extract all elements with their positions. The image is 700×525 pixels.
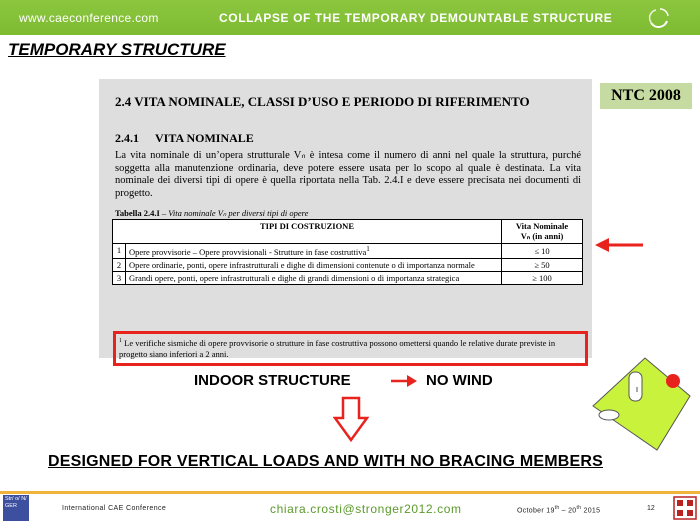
footnote-mark: 1 [119,338,122,344]
row-number: 3 [113,271,126,284]
row-type: Opere ordinarie, ponti, opere infrastrutturali e dighe di dimensioni contenute o di importanza normale [126,258,502,271]
design-statement: DESIGNED FOR VERTICAL LOADS AND WITH NO BRACING MEMBERS [48,453,604,470]
row-number: 1 [113,244,126,259]
row-value: ≥ 100 [502,271,583,284]
footer-divider [0,491,700,494]
page-number: 12 [647,505,655,512]
footer-email[interactable]: chiara.crosti@stronger2012.com [270,502,462,516]
date-sup: th [576,505,582,511]
col-value-line2: Vₙ (in anni) [520,231,564,241]
table-header-row [113,220,583,244]
ntc-badge: NTC 2008 [600,83,692,109]
stronger-logo: Str/ o/ N/ GER [3,495,29,521]
site-url[interactable]: www.caeconference.com [19,11,159,25]
row-type-sup: 1 [366,245,370,253]
subheading-number: 2.4.1 [115,131,139,145]
nominal-life-table [112,219,583,285]
row-type: Grandi opere, ponti, opere infrastrutturali e dighe di grandi dimensioni o di importanza strategica [126,271,502,284]
footer-conference: International CAE Conference [62,505,167,512]
indoor-structure-label: INDOOR STRUCTURE [194,372,351,389]
seal-icon [673,496,697,520]
row-type [126,244,502,259]
header-bar [0,0,700,35]
row-value: ≤ 10 [502,244,583,259]
structure-sketch-icon [591,354,692,452]
col-value-header [502,220,583,244]
left-arrow-icon [593,237,645,253]
date-part: October 19 [517,507,555,515]
table-caption [115,208,308,219]
table-row [113,244,583,259]
col-value-line1: Vita Nominale [515,221,569,231]
date-part: 2015 [581,507,601,515]
caption-text: – Vita nominale Vₙ per diversi tipi di opere [159,208,309,218]
slide-header-title: COLLAPSE OF THE TEMPORARY DEMOUNTABLE STRUCTURE [219,11,613,25]
document-heading: 2.4 VITA NOMINALE, CLASSI D’USO E PERIODO DI RIFERIMENTO [115,94,530,109]
footnote-box [113,331,588,366]
row-type-text: Opere provvisorie – Opere provvisionali - Strutture in fase costruttiva [129,246,367,257]
no-wind-label: NO WIND [426,372,493,389]
date-part: – 20 [559,507,577,515]
caption-label: Tabella 2.4.I [115,208,160,218]
section-title: TEMPORARY STRUCTURE [8,40,226,59]
document-subheading [115,131,254,146]
table-row [113,271,583,284]
footnote-text: Le verifiche sismiche di opere provvisorie o strutture in fase costruttiva possono omettersi quando le relative durate previste in progetto siano inferiori a 2 anni. [119,337,556,359]
table-row [113,258,583,271]
document-excerpt [99,79,592,358]
row-value: ≥ 50 [502,258,583,271]
footer-date [517,505,600,514]
row-number: 2 [113,258,126,271]
document-paragraph: La vita nominale di un’opera strutturale Vₙ è intesa come il numero di anni nel quale la struttura, purché soggetta alla manutenzione ordinaria, deve potere essere usata per lo scopo al quale è destinata. La vita nominale dei diversi tipi di opere è quella riportata nella Tab. 2.4.I e deve essere precisata nei documenti di progetto. [115,150,581,199]
conference-logo-icon [646,5,672,31]
date-sup: th [554,505,560,511]
right-arrow-icon [389,375,419,387]
subheading-text: VITA NOMINALE [155,131,254,145]
down-arrow-icon [333,396,369,442]
col-type-header: TIPI DI COSTRUZIONE [113,220,502,244]
